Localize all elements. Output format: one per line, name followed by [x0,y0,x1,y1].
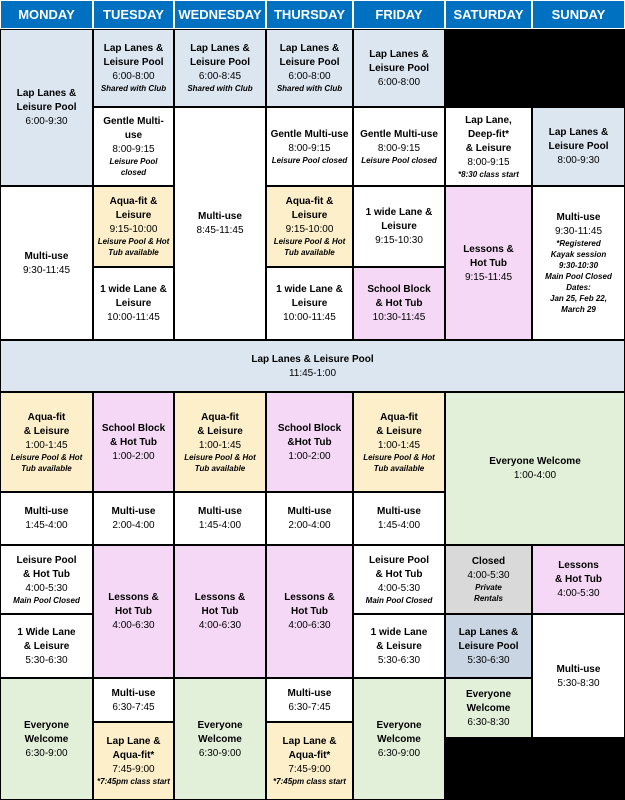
activity-title: & Leisure [376,640,422,652]
time-range: 1:00-2:00 [112,450,155,462]
note: Private [475,583,502,592]
schedule-cell-fri-5 [353,392,445,492]
schedule-cell-thu-6 [266,492,353,545]
activity-title: Leisure [291,298,328,309]
activity-title: Multi-use [111,506,156,517]
activity-title: Lessons [558,560,599,571]
activity-title: Lessons & [284,592,335,603]
time-range: 8:00-9:15 [288,142,331,154]
activity-title: Everyone [376,719,422,731]
time-range: 4:00-5:30 [557,588,600,599]
schedule-cell-wed-3 [174,392,266,492]
time-range: 4:00-6:30 [112,620,155,631]
activity-title: & Hot Tub [375,298,423,309]
header-saturday: SATURDAY [445,0,532,29]
activity-title: Aqua-fit & [109,196,158,207]
activity-title: School Block [367,284,431,295]
schedule-cell-mon-6 [0,614,93,678]
time-range: 1:00-1:45 [25,439,68,451]
activity-title: Multi-use [287,506,332,517]
note: Main Pool Closed [365,595,433,605]
schedule-cell-fri-3 [353,186,445,267]
header-thursday: THURSDAY [266,0,353,29]
schedule-cell-sat-4 [445,614,532,678]
activity-title: Leisure Pool [189,57,250,68]
time-range: 4:00-5:30 [377,582,421,594]
activity-title: Hot Tub [469,257,508,269]
note: Shared with Club [187,84,253,93]
schedule-cell-sat-2 [445,186,532,340]
time-range: 1:45-4:00 [377,520,421,531]
schedule-cell-mon-1 [0,29,93,186]
schedule-cell-tue-9 [93,722,174,800]
activity-title: & Hot Tub [109,436,158,448]
time-range: 6:00-8:00 [112,71,155,82]
note: Tub available [21,463,72,473]
note: *Registered [556,239,601,248]
activity-title: Multi-use [377,506,421,517]
activity-title: Lessons & [194,592,246,603]
schedule-cell-tue-3 [93,186,174,267]
activity-title: Leisure Pool [368,554,429,566]
schedule-cell-sun-4 [532,614,625,738]
schedule-cell-thu-5 [266,392,353,492]
schedule-cell-tue-8 [93,678,174,722]
schedule-cell-fri-9 [353,678,445,800]
time-range: 1:45-4:00 [25,520,68,531]
activity-title: Gentle Multi-use [103,116,164,141]
time-range: 8:00-9:30 [557,155,600,166]
activity-title: & Hot Tub [375,568,423,580]
time-range: 7:45-9:00 [112,764,155,775]
time-range: 2:00-4:00 [112,520,155,531]
activity-title: Gentle Multi-use [360,128,438,140]
activity-title: Everyone [197,719,243,731]
note: Tub available [194,463,246,473]
activity-title: Multi-use [198,211,242,222]
note: Leisure Pool closed [271,155,348,165]
note: Main Pool Closed [13,595,80,605]
header-sunday: SUNDAY [532,0,625,29]
activity-title: Aqua-fit [380,411,418,423]
time-range: 5:30-8:30 [557,677,600,689]
schedule-cell-sun-2 [532,186,625,340]
time-range: 8:00-9:15 [377,142,421,154]
schedule-cell-tue-7 [93,545,174,678]
note: Tub available [108,248,159,257]
activity-title: 1 wide Lane & [276,284,343,295]
activity-title: Welcome [377,733,421,745]
note: Rentals [474,594,503,603]
note: 9:30-10:30 [558,261,599,270]
schedule-cell-sun-1 [532,107,625,186]
activity-title: Leisure Pool [368,62,429,74]
time-range: 1:45-4:00 [198,520,242,531]
time-range: 8:00-9:15 [112,144,155,155]
time-range: 11:45-1:00 [288,367,337,379]
schedule-cell-thu-9 [266,722,353,800]
activity-title: Everyone [465,688,512,700]
note: Tub available [284,248,335,257]
activity-title: Multi-use [556,663,601,675]
note: Leisure Pool & Hot [184,452,256,462]
note: *8:30 class start [458,169,519,179]
time-range: 6:30-7:45 [288,701,331,713]
activity-title: Lap Lanes & [279,43,340,54]
schedule-cell-tue-1 [93,29,174,107]
activity-title: Leisure [291,210,328,221]
time-range: 5:30-6:30 [25,654,68,666]
schedule-cell-tue-5 [93,392,174,492]
activity-title: Gentle Multi-use [270,128,349,140]
note: March 29 [561,305,596,314]
activity-title: Leisure [115,298,152,309]
activity-title: Lap Lanes & [369,48,429,60]
note: Leisure Pool closed [109,157,158,177]
schedule-cell-all-noon [0,340,625,392]
activity-title: 1 Wide Lane [17,626,76,638]
activity-title: Leisure Pool [279,57,340,68]
activity-title: & Leisure [197,425,243,437]
time-range: 9:15-11:45 [464,271,513,283]
header-monday: MONDAY [0,0,93,29]
activity-title: Everyone Welcome [489,456,581,467]
note: Leisure Pool & Hot [10,452,83,462]
activity-title: Multi-use [556,212,601,223]
activity-title: Multi-use [198,506,242,517]
time-range: 10:00-11:45 [107,312,160,323]
schedule-cell-fri-2 [353,107,445,186]
time-range: 9:30-11:45 [22,264,71,276]
time-range: 10:30-11:45 [372,312,426,323]
schedule-cell-fri-8 [353,614,445,678]
note: Shared with Club [100,84,167,93]
note: Kayak session [550,250,607,259]
activity-title: Multi-use [287,687,332,699]
activity-title: Multi-use [24,506,69,517]
activity-title: Leisure Pool [16,102,77,113]
activity-title: Closed [471,556,506,567]
time-range: 6:30-9:00 [25,747,68,759]
activity-title: Lap Lane, [465,114,512,126]
activity-title: Lap Lane & [282,736,337,747]
activity-title: Welcome [24,733,69,745]
schedule-cell-sun-5 [532,738,625,800]
time-range: 6:30-9:00 [377,747,421,759]
activity-title: Lap Lanes & [458,626,519,638]
schedule-cell-tue-6 [93,492,174,545]
activity-title: Lap Lanes & [16,88,77,99]
schedule-cell-tue-4 [93,267,174,340]
activity-title: Aqua-fit & [285,196,334,207]
schedule-cell-mon-3 [0,392,93,492]
schedule-cell-thu-4 [266,267,353,340]
schedule-cell-tue-2 [93,107,174,186]
activity-title: Leisure Pool [16,554,77,566]
activity-title: Multi-use [24,250,69,262]
note: Shared with Club [276,84,343,93]
schedule-cell-sun-3 [532,545,625,614]
activity-title: Aqua-fit [201,411,239,423]
schedule-cell-fri-7 [353,545,445,614]
note: Jan 25, Feb 22, [550,294,607,303]
schedule-cell-sat-0 [445,29,625,107]
schedule-cell-mon-2 [0,186,93,340]
time-range: 1:00-1:45 [198,439,242,451]
note: Main Pool Closed [545,272,612,281]
time-range: 8:45-11:45 [196,225,244,236]
time-range: 6:30-7:45 [112,701,155,713]
activity-title: & Leisure [23,640,70,652]
time-range: 4:00-6:30 [288,620,331,631]
time-range: 6:30-8:30 [467,716,510,728]
activity-title: Hot Tub [201,606,239,617]
time-range: 1:00-1:45 [377,439,421,451]
note: Dates: [566,283,591,292]
schedule-cell-thu-8 [266,678,353,722]
schedule-cell-wed-6 [174,678,266,800]
activity-title: Lap Lanes & [190,43,250,54]
activity-title: Deep-fit* [467,128,510,140]
activity-title: School Block [101,422,166,434]
time-range: 5:30-6:30 [467,654,510,666]
time-range: 2:00-4:00 [288,520,331,531]
schedule-cell-wed-5 [174,545,266,678]
header-wednesday: WEDNESDAY [174,0,266,29]
schedule-cell-weekend-pm [445,392,625,545]
activity-title: Lap Lane & [106,736,161,747]
schedule-cell-sat-1 [445,107,532,186]
schedule-cell-thu-2 [266,107,353,186]
time-range: 4:00-5:30 [467,570,510,581]
note: *7:45pm class start [97,777,170,786]
schedule-cell-sat-3 [445,545,532,614]
activity-title: & Hot Tub [22,568,71,580]
time-range: 9:15-10:30 [375,235,423,246]
schedule-cell-wed-1 [174,29,266,107]
activity-title: Lessons & [463,243,514,255]
time-range: 6:00-8:00 [288,71,331,82]
schedule-cell-fri-4 [353,267,445,340]
time-range: 1:00-4:00 [513,470,557,481]
activity-title: Aqua-fit* [288,750,331,761]
header-friday: FRIDAY [353,0,445,29]
time-range: 6:00-8:45 [198,71,242,82]
note: *7:45pm class start [273,777,346,786]
schedule-cell-wed-2 [174,107,266,340]
activity-title: Lap Lanes & [548,127,609,138]
note: Leisure Pool & Hot [97,237,170,246]
note: Leisure Pool & Hot [273,237,346,246]
time-range: 9:30-11:45 [554,226,603,237]
activity-title: Leisure Pool [458,640,519,652]
activity-title: Hot Tub [290,606,329,617]
activity-title: & Leisure [376,425,422,437]
activity-title: Aqua-fit* [112,750,155,761]
schedule-cell-fri-1 [353,29,445,107]
time-range: 4:00-6:30 [198,620,242,631]
schedule-cell-thu-3 [266,186,353,267]
time-range: 1:00-2:00 [288,450,331,462]
schedule-cell-mon-4 [0,492,93,545]
note: Tub available [373,463,425,473]
schedule-cell-mon-7 [0,678,93,800]
activity-title: Leisure [381,221,417,232]
time-range: 4:00-5:30 [25,582,68,594]
activity-title: &Hot Tub [287,436,332,448]
time-range: 10:00-11:45 [283,312,336,323]
activity-title: Leisure Pool [103,57,164,68]
activity-title: 1 wide Lane [370,626,428,638]
activity-title: Everyone [23,719,70,731]
activity-title: School Block [277,422,342,434]
schedule-cell-mon-5 [0,545,93,614]
activity-title: 1 wide Lane & [100,284,167,295]
time-range: 5:30-6:30 [377,654,421,666]
activity-title: Multi-use [111,687,156,699]
activity-title: Lap Lanes & Leisure Pool [251,353,374,365]
schedule-cell-sat-5 [445,678,532,738]
schedule-cell-thu-1 [266,29,353,107]
activity-title: Hot Tub [114,606,153,617]
schedule-cell-fri-6 [353,492,445,545]
time-range: 9:15-10:00 [285,224,334,235]
schedule-cell-thu-7 [266,545,353,678]
activity-title: Leisure Pool [548,141,609,152]
header-tuesday: TUESDAY [93,0,174,29]
schedule-cell-wed-4 [174,492,266,545]
activity-title: 1 wide Lane & [365,207,433,218]
activity-title: & Leisure [465,142,512,154]
time-range: 7:45-9:00 [288,764,331,775]
activity-title: Aqua-fit [27,411,66,423]
activity-title: Lessons & [108,592,159,603]
time-range: 6:00-9:30 [25,116,68,127]
activity-title: & Leisure [23,425,70,437]
note: Leisure Pool closed [361,155,437,165]
activity-title: Lap Lanes & [103,43,164,54]
time-range: 6:00-8:00 [377,76,421,88]
time-range: 6:30-9:00 [198,747,242,759]
activity-title: Welcome [466,702,511,714]
activity-title: & Hot Tub [554,574,603,585]
note: Leisure Pool & Hot [363,452,435,462]
activity-title: Leisure [115,210,152,221]
activity-title: Welcome [198,733,242,745]
time-range: 8:00-9:15 [467,156,510,168]
time-range: 9:15-10:00 [109,224,158,235]
